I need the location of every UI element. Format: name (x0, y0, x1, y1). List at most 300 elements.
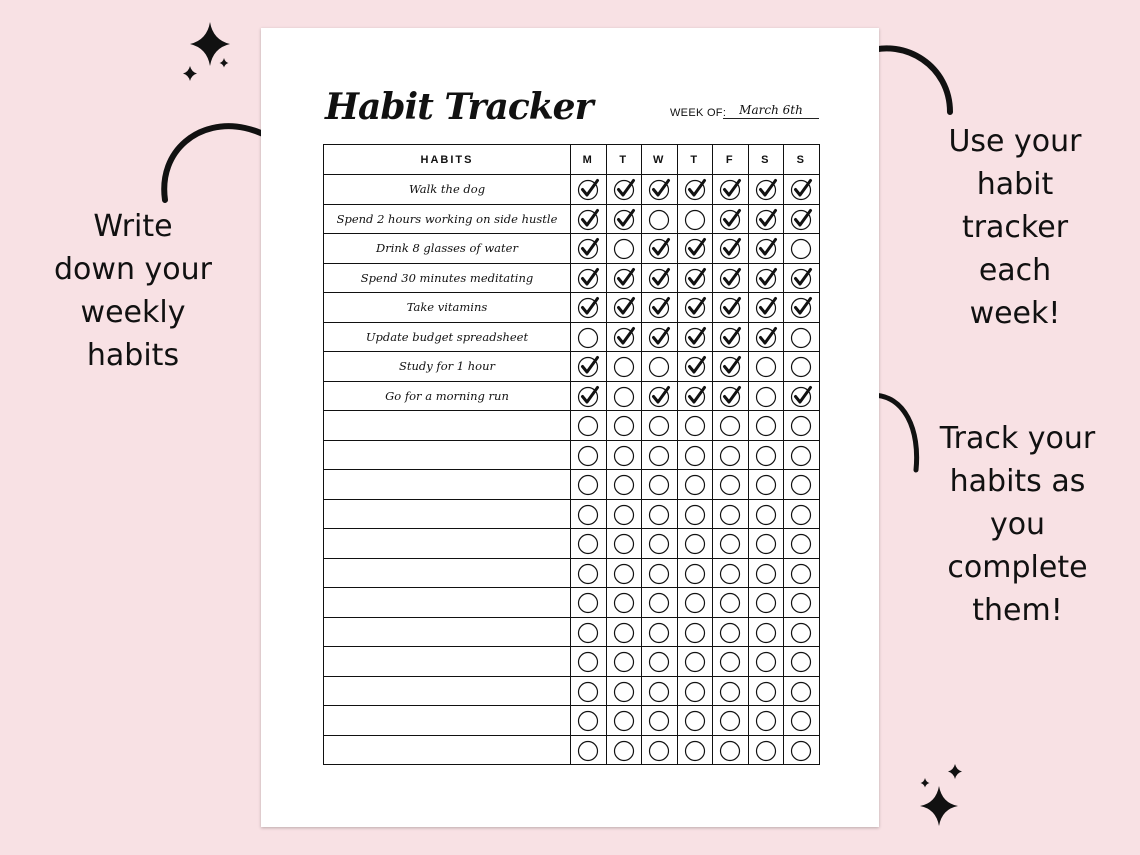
checked-circle-icon (754, 266, 778, 290)
callout-use-tracker (920, 120, 1110, 335)
day-mark-cell[interactable] (642, 499, 678, 529)
day-mark-cell[interactable] (713, 175, 749, 205)
habit-name-cell[interactable]: Spend 30 minutes meditating (324, 263, 571, 293)
day-mark-cell[interactable] (677, 322, 713, 352)
day-mark-cell[interactable] (606, 470, 642, 500)
habit-name-cell[interactable]: Go for a morning run (324, 381, 571, 411)
checked-circle-icon (647, 266, 671, 290)
day-mark-cell[interactable] (606, 263, 642, 293)
day-mark-cell[interactable] (642, 676, 678, 706)
day-mark-cell[interactable] (784, 588, 820, 618)
day-mark-cell[interactable] (713, 381, 749, 411)
day-mark-cell[interactable] (784, 676, 820, 706)
day-mark-cell[interactable] (677, 617, 713, 647)
empty-circle-icon (576, 472, 600, 496)
day-mark-cell[interactable] (784, 647, 820, 677)
day-mark-cell[interactable] (677, 470, 713, 500)
empty-circle-icon (683, 443, 707, 467)
sheet-title: Habit Tracker (325, 86, 593, 128)
day-mark-cell[interactable] (748, 617, 784, 647)
callout-line: down your (54, 252, 212, 287)
checked-circle-icon (718, 266, 742, 290)
callout-write-habits (28, 205, 238, 377)
empty-circle-icon (576, 708, 600, 732)
sparkle-icon (948, 764, 962, 779)
callout-line: Write (93, 209, 173, 244)
habit-name-cell[interactable] (324, 647, 571, 677)
day-mark-cell[interactable] (677, 411, 713, 441)
habit-name-cell[interactable]: Walk the dog (324, 175, 571, 205)
day-mark-cell[interactable] (571, 735, 607, 765)
day-mark-cell[interactable] (784, 617, 820, 647)
day-mark-cell[interactable] (713, 470, 749, 500)
empty-circle-icon (718, 620, 742, 644)
empty-circle-icon (683, 708, 707, 732)
day-mark-cell[interactable] (677, 529, 713, 559)
day-mark-cell[interactable] (748, 234, 784, 264)
day-mark-cell[interactable] (713, 440, 749, 470)
day-mark-cell[interactable] (677, 499, 713, 529)
empty-circle-icon (647, 472, 671, 496)
empty-circle-icon (789, 620, 813, 644)
checked-circle-icon (647, 177, 671, 201)
day-mark-cell[interactable] (606, 234, 642, 264)
day-mark-cell[interactable] (748, 352, 784, 382)
checked-circle-icon (754, 295, 778, 319)
empty-circle-icon (754, 531, 778, 555)
habit-name-cell[interactable] (324, 411, 571, 441)
day-mark-cell[interactable] (677, 735, 713, 765)
checked-circle-icon (754, 177, 778, 201)
habit-name-cell[interactable]: Study for 1 hour (324, 352, 571, 382)
checked-circle-icon (612, 266, 636, 290)
empty-circle-icon (718, 502, 742, 526)
day-mark-cell[interactable] (571, 558, 607, 588)
empty-circle-icon (789, 590, 813, 614)
day-mark-cell[interactable] (571, 647, 607, 677)
day-header: S (784, 145, 820, 175)
day-mark-cell[interactable] (784, 558, 820, 588)
empty-circle-icon (576, 649, 600, 673)
day-mark-cell[interactable] (784, 263, 820, 293)
empty-circle-icon (612, 502, 636, 526)
empty-circle-icon (647, 443, 671, 467)
table-row (324, 293, 820, 323)
day-mark-cell[interactable] (571, 529, 607, 559)
empty-circle-icon (683, 561, 707, 585)
checked-circle-icon (789, 384, 813, 408)
day-mark-cell[interactable] (784, 735, 820, 765)
empty-circle-icon (647, 561, 671, 585)
habit-name-cell[interactable] (324, 617, 571, 647)
day-mark-cell[interactable] (571, 499, 607, 529)
day-mark-cell[interactable] (571, 440, 607, 470)
day-mark-cell[interactable] (606, 588, 642, 618)
checked-circle-icon (754, 207, 778, 231)
day-mark-cell[interactable] (606, 529, 642, 559)
empty-circle-icon (612, 679, 636, 703)
day-mark-cell[interactable] (748, 263, 784, 293)
table-row (324, 676, 820, 706)
checked-circle-icon (718, 236, 742, 260)
day-mark-cell[interactable] (571, 204, 607, 234)
day-mark-cell[interactable] (748, 322, 784, 352)
empty-circle-icon (647, 354, 671, 378)
table-row (324, 647, 820, 677)
checked-circle-icon (683, 177, 707, 201)
table-row (324, 499, 820, 529)
day-mark-cell[interactable] (748, 175, 784, 205)
day-mark-cell[interactable] (713, 293, 749, 323)
habit-name-cell[interactable] (324, 499, 571, 529)
empty-circle-icon (576, 620, 600, 644)
empty-circle-icon (754, 502, 778, 526)
day-mark-cell[interactable] (606, 676, 642, 706)
callout-line: complete (947, 550, 1088, 585)
habit-name-cell[interactable]: Take vitamins (324, 293, 571, 323)
day-mark-cell[interactable] (571, 293, 607, 323)
checked-circle-icon (718, 354, 742, 378)
day-mark-cell[interactable] (713, 617, 749, 647)
empty-circle-icon (612, 649, 636, 673)
empty-circle-icon (789, 649, 813, 673)
sparkle-icon (220, 58, 229, 68)
day-mark-cell[interactable] (606, 175, 642, 205)
day-mark-cell[interactable] (748, 735, 784, 765)
empty-circle-icon (754, 649, 778, 673)
day-mark-cell[interactable] (642, 735, 678, 765)
day-mark-cell[interactable] (784, 381, 820, 411)
day-mark-cell[interactable] (677, 588, 713, 618)
day-mark-cell[interactable] (713, 647, 749, 677)
day-mark-cell[interactable] (748, 558, 784, 588)
day-mark-cell[interactable] (713, 558, 749, 588)
day-mark-cell[interactable] (784, 706, 820, 736)
table-row (324, 617, 820, 647)
empty-circle-icon (612, 531, 636, 555)
day-mark-cell[interactable] (713, 322, 749, 352)
day-mark-cell[interactable] (784, 352, 820, 382)
empty-circle-icon (789, 443, 813, 467)
empty-circle-icon (612, 354, 636, 378)
checked-circle-icon (576, 295, 600, 319)
checked-circle-icon (683, 266, 707, 290)
empty-circle-icon (718, 738, 742, 762)
empty-circle-icon (612, 236, 636, 260)
empty-circle-icon (612, 472, 636, 496)
empty-circle-icon (612, 413, 636, 437)
day-mark-cell[interactable] (748, 381, 784, 411)
day-mark-cell[interactable] (784, 440, 820, 470)
empty-circle-icon (754, 679, 778, 703)
day-mark-cell[interactable] (677, 706, 713, 736)
day-mark-cell[interactable] (748, 588, 784, 618)
day-mark-cell[interactable] (748, 470, 784, 500)
day-mark-cell[interactable] (713, 204, 749, 234)
day-mark-cell[interactable] (571, 175, 607, 205)
day-mark-cell[interactable] (606, 411, 642, 441)
day-mark-cell[interactable] (713, 588, 749, 618)
checked-circle-icon (647, 325, 671, 349)
day-mark-cell[interactable] (606, 440, 642, 470)
empty-circle-icon (754, 354, 778, 378)
habit-tracker-sheet (261, 28, 879, 827)
habit-table-body (324, 175, 820, 765)
table-row (324, 204, 820, 234)
table-row (324, 529, 820, 559)
day-mark-cell[interactable] (642, 647, 678, 677)
checked-circle-icon (789, 177, 813, 201)
day-mark-cell[interactable] (748, 440, 784, 470)
checked-circle-icon (718, 384, 742, 408)
empty-circle-icon (576, 590, 600, 614)
empty-circle-icon (789, 738, 813, 762)
day-mark-cell[interactable] (642, 558, 678, 588)
day-mark-cell[interactable] (642, 529, 678, 559)
day-mark-cell[interactable] (677, 676, 713, 706)
checked-circle-icon (789, 266, 813, 290)
day-mark-cell[interactable] (748, 411, 784, 441)
checked-circle-icon (576, 236, 600, 260)
day-mark-cell[interactable] (606, 322, 642, 352)
callout-line: tracker (961, 210, 1069, 245)
habit-name-cell[interactable] (324, 735, 571, 765)
day-mark-cell[interactable] (748, 204, 784, 234)
habit-name-cell[interactable] (324, 676, 571, 706)
day-mark-cell[interactable] (713, 263, 749, 293)
empty-circle-icon (612, 561, 636, 585)
empty-circle-icon (754, 561, 778, 585)
day-mark-cell[interactable] (713, 352, 749, 382)
table-row (324, 175, 820, 205)
day-mark-cell[interactable] (784, 499, 820, 529)
day-mark-cell[interactable] (642, 234, 678, 264)
empty-circle-icon (576, 738, 600, 762)
day-mark-cell[interactable] (606, 381, 642, 411)
day-mark-cell[interactable] (642, 588, 678, 618)
day-mark-cell[interactable] (606, 204, 642, 234)
day-mark-cell[interactable] (606, 706, 642, 736)
day-mark-cell[interactable] (677, 204, 713, 234)
day-mark-cell[interactable] (606, 558, 642, 588)
day-mark-cell[interactable] (571, 676, 607, 706)
empty-circle-icon (718, 679, 742, 703)
day-mark-cell[interactable] (713, 706, 749, 736)
checked-circle-icon (612, 295, 636, 319)
day-mark-cell[interactable] (784, 322, 820, 352)
table-row (324, 440, 820, 470)
day-mark-cell[interactable] (606, 735, 642, 765)
day-mark-cell[interactable] (606, 499, 642, 529)
checked-circle-icon (576, 207, 600, 231)
day-mark-cell[interactable] (677, 647, 713, 677)
day-mark-cell[interactable] (677, 440, 713, 470)
day-mark-cell[interactable] (606, 352, 642, 382)
day-mark-cell[interactable] (642, 617, 678, 647)
day-mark-cell[interactable] (748, 706, 784, 736)
empty-circle-icon (647, 620, 671, 644)
day-mark-cell[interactable] (784, 234, 820, 264)
empty-circle-icon (612, 620, 636, 644)
table-row (324, 381, 820, 411)
empty-circle-icon (683, 679, 707, 703)
day-mark-cell[interactable] (677, 263, 713, 293)
sparkle-icon (183, 66, 197, 81)
habit-name-cell[interactable] (324, 558, 571, 588)
empty-circle-icon (647, 531, 671, 555)
day-mark-cell[interactable] (677, 234, 713, 264)
table-row (324, 706, 820, 736)
empty-circle-icon (647, 649, 671, 673)
empty-circle-icon (789, 561, 813, 585)
callout-line: habit (976, 167, 1054, 202)
day-mark-cell[interactable] (642, 352, 678, 382)
day-mark-cell[interactable] (784, 529, 820, 559)
day-mark-cell[interactable] (784, 175, 820, 205)
empty-circle-icon (718, 472, 742, 496)
day-mark-cell[interactable] (642, 204, 678, 234)
day-mark-cell[interactable] (713, 676, 749, 706)
empty-circle-icon (647, 679, 671, 703)
empty-circle-icon (718, 561, 742, 585)
day-mark-cell[interactable] (642, 381, 678, 411)
day-mark-cell[interactable] (642, 411, 678, 441)
day-mark-cell[interactable] (677, 175, 713, 205)
table-row (324, 588, 820, 618)
day-mark-cell[interactable] (571, 617, 607, 647)
checked-circle-icon (576, 266, 600, 290)
day-mark-cell[interactable] (571, 706, 607, 736)
checked-circle-icon (647, 295, 671, 319)
empty-circle-icon (576, 502, 600, 526)
table-row (324, 470, 820, 500)
empty-circle-icon (612, 738, 636, 762)
empty-circle-icon (683, 649, 707, 673)
empty-circle-icon (683, 590, 707, 614)
habit-name-cell[interactable] (324, 529, 571, 559)
day-mark-cell[interactable] (713, 735, 749, 765)
day-mark-cell[interactable] (606, 617, 642, 647)
checked-circle-icon (683, 325, 707, 349)
day-mark-cell[interactable] (784, 470, 820, 500)
checked-circle-icon (718, 295, 742, 319)
day-header: M (571, 145, 607, 175)
habit-name-cell[interactable] (324, 470, 571, 500)
day-mark-cell[interactable] (677, 352, 713, 382)
day-mark-cell[interactable] (642, 322, 678, 352)
day-mark-cell[interactable] (571, 588, 607, 618)
week-of-value[interactable]: March 6th (723, 103, 819, 119)
habit-name-cell[interactable]: Update budget spreadsheet (324, 322, 571, 352)
empty-circle-icon (612, 384, 636, 408)
day-mark-cell[interactable] (606, 293, 642, 323)
day-mark-cell[interactable] (713, 499, 749, 529)
callout-line: Track your (939, 421, 1096, 456)
callout-line: habits as (949, 464, 1086, 499)
callout-line: habits (86, 338, 180, 373)
day-mark-cell[interactable] (677, 293, 713, 323)
habit-name-cell[interactable]: Spend 2 hours working on side hustle (324, 204, 571, 234)
day-mark-cell[interactable] (571, 411, 607, 441)
day-mark-cell[interactable] (748, 499, 784, 529)
day-mark-cell[interactable] (748, 676, 784, 706)
empty-circle-icon (683, 531, 707, 555)
sparkle-icon (190, 22, 230, 66)
day-mark-cell[interactable] (642, 293, 678, 323)
day-mark-cell[interactable] (571, 263, 607, 293)
day-mark-cell[interactable] (713, 529, 749, 559)
empty-circle-icon (647, 413, 671, 437)
day-mark-cell[interactable] (642, 440, 678, 470)
day-mark-cell[interactable] (784, 293, 820, 323)
empty-circle-icon (576, 443, 600, 467)
table-row (324, 411, 820, 441)
day-mark-cell[interactable] (784, 411, 820, 441)
habit-name-cell[interactable]: Drink 8 glasses of water (324, 234, 571, 264)
day-mark-cell[interactable] (571, 234, 607, 264)
day-mark-cell[interactable] (571, 381, 607, 411)
day-mark-cell[interactable] (606, 647, 642, 677)
empty-circle-icon (576, 413, 600, 437)
checked-circle-icon (789, 207, 813, 231)
habit-name-cell[interactable] (324, 706, 571, 736)
day-mark-cell[interactable] (713, 234, 749, 264)
day-header: T (606, 145, 642, 175)
checked-circle-icon (754, 236, 778, 260)
day-mark-cell[interactable] (748, 293, 784, 323)
day-mark-cell[interactable] (642, 470, 678, 500)
empty-circle-icon (576, 531, 600, 555)
table-row (324, 735, 820, 765)
day-mark-cell[interactable] (784, 204, 820, 234)
table-header-row (324, 145, 820, 175)
empty-circle-icon (647, 590, 671, 614)
day-mark-cell[interactable] (571, 470, 607, 500)
empty-circle-icon (789, 236, 813, 260)
habit-name-cell[interactable] (324, 440, 571, 470)
sparkle-icon (920, 786, 958, 826)
sparkle-icon (921, 778, 930, 788)
checked-circle-icon (683, 295, 707, 319)
callout-line: them! (972, 593, 1063, 628)
day-mark-cell[interactable] (571, 322, 607, 352)
checked-circle-icon (683, 354, 707, 378)
day-mark-cell[interactable] (713, 411, 749, 441)
empty-circle-icon (754, 738, 778, 762)
day-mark-cell[interactable] (677, 558, 713, 588)
checked-circle-icon (647, 236, 671, 260)
day-mark-cell[interactable] (642, 263, 678, 293)
day-mark-cell[interactable] (748, 647, 784, 677)
day-mark-cell[interactable] (748, 529, 784, 559)
table-row (324, 263, 820, 293)
empty-circle-icon (683, 620, 707, 644)
habit-name-cell[interactable] (324, 588, 571, 618)
empty-circle-icon (754, 443, 778, 467)
callout-line: each (978, 253, 1052, 288)
day-mark-cell[interactable] (571, 352, 607, 382)
empty-circle-icon (789, 708, 813, 732)
habit-table (323, 144, 820, 765)
empty-circle-icon (718, 708, 742, 732)
empty-circle-icon (789, 354, 813, 378)
table-row (324, 352, 820, 382)
callout-line: you (989, 507, 1046, 542)
day-mark-cell[interactable] (642, 175, 678, 205)
day-mark-cell[interactable] (642, 706, 678, 736)
checked-circle-icon (754, 325, 778, 349)
day-mark-cell[interactable] (677, 381, 713, 411)
